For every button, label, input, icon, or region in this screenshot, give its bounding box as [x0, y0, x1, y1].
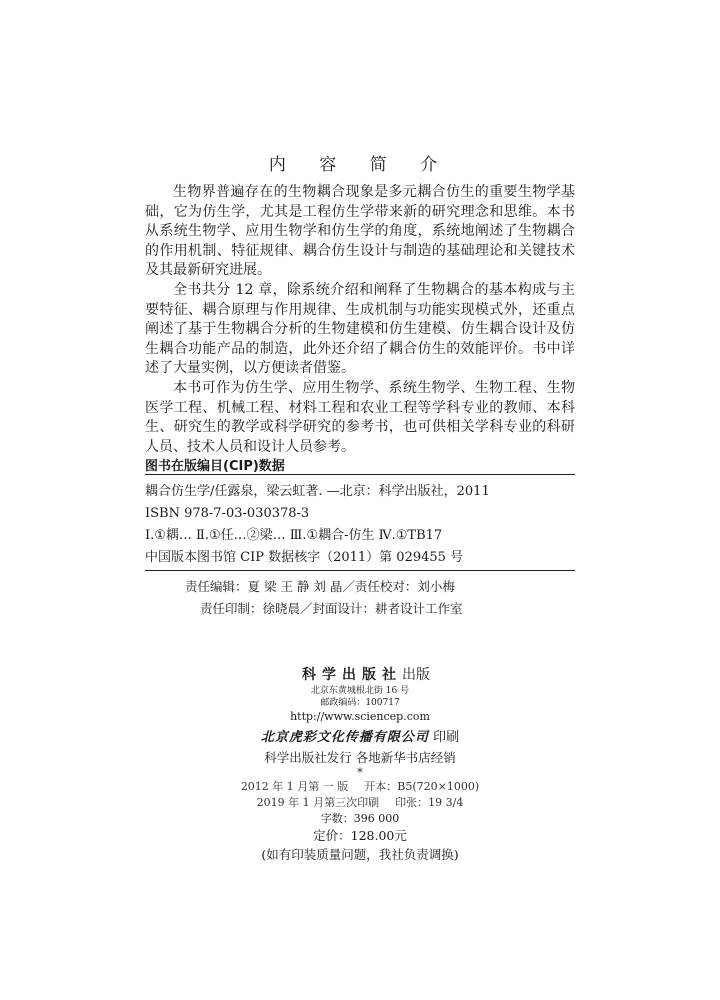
- quality-notice: (如有印装质量问题，我社负责调换): [261, 847, 459, 862]
- format-size: 开本：B5(720×1000): [364, 780, 480, 793]
- summary-title: 内 容 简 介: [268, 155, 452, 175]
- printer-suffix: 印刷: [428, 730, 460, 745]
- editorial-credits: [0, 576, 720, 620]
- cip-bottom-rule: [145, 570, 575, 571]
- printing-number: 2019 年 1 月第三次印刷: [256, 796, 380, 809]
- separator-star: *: [357, 766, 363, 779]
- cip-line-isbn: ISBN 978-7-03-030378-3: [145, 506, 310, 521]
- cip-line-record-number: 中国版本图书馆 CIP 数据核字（2011）第 029455 号: [145, 550, 464, 565]
- publisher-url: http://www.sciencep.com: [290, 710, 430, 723]
- printer-name: 北京虎彩文化传播有限公司: [260, 730, 429, 745]
- distribution-line: 科学出版社发行 各地新华书店经销: [264, 750, 456, 765]
- word-count: 字数：396 000: [320, 812, 400, 825]
- first-edition: 2012 年 1 月第 一 版: [240, 780, 349, 793]
- summary-paragraph-3: 本书可作为仿生学、应用生物学、系统生物学、生物工程、生物医学工程、机械工程、材料工程和农业工程等学科专业的教师、本科生、研究生的教学或科学研究的参考书，也可供相关学科专业的科研人员、技术人员和设计人员参考。: [145, 379, 575, 455]
- publisher-suffix: 出版: [402, 667, 430, 683]
- credit-editors: 责任编辑：夏 梁 王 静 刘 晶／责任校对：刘小梅: [185, 579, 455, 594]
- publisher-postcode: 邮政编码：100717: [320, 698, 400, 708]
- summary-paragraph-1: 生物界普遍存在的生物耦合现象是多元耦合仿生的重要生物学基础，它为仿生学，尤其是工程仿生学带来新的研究理念和思维。本书从系统生物学、应用生物学和仿生学的角度，系统地阐述了生物耦合的作用机制、特征规律、耦合仿生设计与制造的基础理论和关键技术及其最新研究进展。: [145, 184, 575, 279]
- price: 定价：128.00元: [313, 828, 407, 843]
- printed-sheets: 印张：19 3/4: [395, 796, 464, 809]
- printer-line: [0, 727, 720, 749]
- cip-line-classification: Ⅰ.①耦… Ⅱ.①任…②梁… Ⅲ.①耦合-仿生 Ⅳ.①TB17: [145, 528, 443, 543]
- edition-row-1: [0, 779, 720, 795]
- edition-row-2: [0, 795, 720, 811]
- publisher-name: 科学出版社: [302, 667, 402, 683]
- publisher-line: [0, 665, 720, 685]
- summary-body: [145, 183, 575, 457]
- publisher-address: 北京东黄城根北街 16 号: [310, 686, 410, 696]
- cip-top-rule: [145, 474, 575, 475]
- imprint-block: [0, 665, 720, 865]
- cip-line-citation: 耦合仿生学/任露泉，梁云虹著. —北京：科学出版社，2011: [145, 484, 490, 499]
- cip-data-block: [145, 481, 575, 569]
- summary-paragraph-2: 全书共分 12 章，除系统介绍和阐释了生物耦合的基本构成与主要特征、耦合原理与作用规律、生成机制与功能实现模式外，还重点阐述了基于生物耦合分析的生物建模和仿生建模、仿生耦合设计及仿生耦合功能产品的制造，此外还介绍了耦合仿生的效能评价。书中详述了大量实例，以方便读者借鉴。: [145, 281, 575, 377]
- cip-heading: 图书在版编目(CIP)数据: [145, 459, 285, 474]
- credit-production: 责任印制：徐晓晨／封面设计：耕者设计工作室: [200, 601, 463, 616]
